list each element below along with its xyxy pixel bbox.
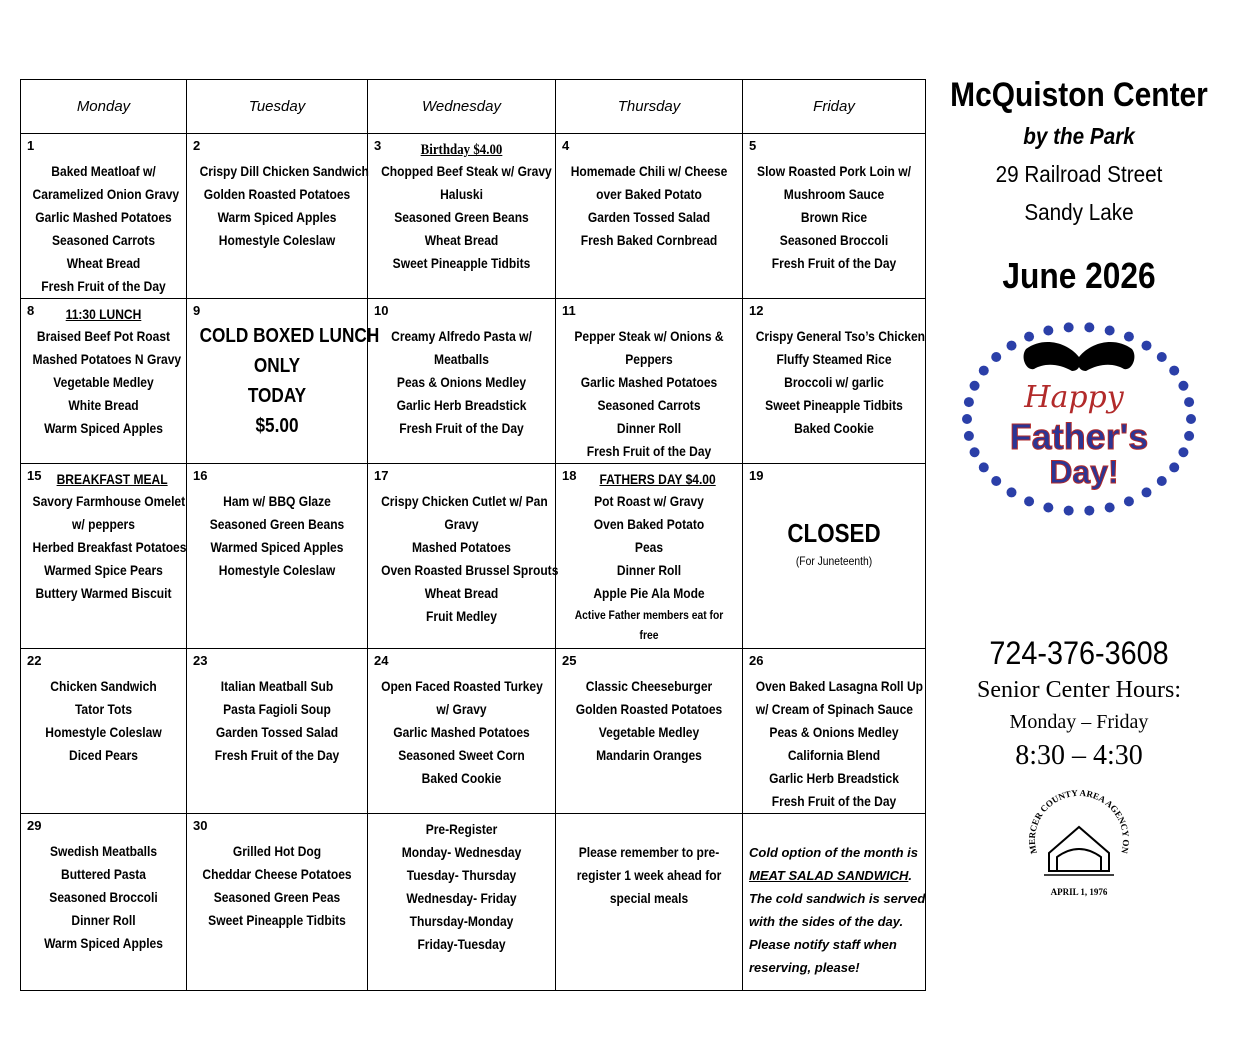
menu-item: Seasoned Broccoli <box>49 889 158 905</box>
day-cell <box>556 649 743 814</box>
day-cell <box>187 134 368 299</box>
badge-dot <box>1184 431 1194 441</box>
menu-item: Fresh Fruit of the Day <box>771 793 897 809</box>
header-tuesday: Tuesday <box>187 80 368 134</box>
menu-item: Fresh Fruit of the Day <box>41 278 166 294</box>
agency-seal-logo <box>1019 783 1139 903</box>
menu-item: Golden Roasted Potatoes <box>203 186 351 202</box>
menu-item: Seasoned Green Peas <box>213 889 341 905</box>
day-cell <box>21 134 187 299</box>
badge-dot <box>1043 326 1053 336</box>
badge-dot <box>1105 326 1115 336</box>
menu-item: Garden Tossed Salad <box>215 724 339 740</box>
menu-item: Garden Tossed Salad <box>587 209 711 225</box>
menu-item: Savory Farmhouse Omelet <box>32 493 186 509</box>
day-cell <box>743 299 926 464</box>
menu-item: Braised Beef Pot Roast <box>36 328 171 344</box>
badge-dot <box>1124 496 1134 506</box>
day-cell <box>368 649 556 814</box>
menu-item: Warmed Spiced Apples <box>210 539 344 555</box>
fathers-day-graphic <box>954 319 1204 519</box>
badge-dot <box>979 462 989 472</box>
day-number: 5 <box>749 138 757 153</box>
center-subtitle: by the Park <box>1023 123 1135 149</box>
menu-item: Warm Spiced Apples <box>44 935 163 951</box>
day-number: 17 <box>374 468 389 483</box>
badge-dot <box>1064 322 1074 332</box>
menu-item: Oven Baked Lasagna Roll Up <box>755 678 924 694</box>
preregister-line: Pre-Register <box>425 821 498 837</box>
phone-number: 724-376-3608 <box>989 635 1169 671</box>
badge-dot <box>962 414 972 424</box>
menu-item: Peas & Onions Medley <box>396 374 527 390</box>
agency-seal <box>1019 783 1139 903</box>
day-number: 11 <box>562 303 576 318</box>
menu-item: Gravy <box>444 516 479 532</box>
menu-item: Wheat Bread <box>424 585 499 601</box>
day-number: 2 <box>193 138 201 153</box>
reminder-line: special meals <box>609 890 689 906</box>
badge-dot <box>1141 487 1151 497</box>
badge-dot <box>1064 506 1074 516</box>
menu-item: Cheddar Cheese Potatoes <box>202 866 352 882</box>
menu-item: over Baked Potato <box>596 186 702 202</box>
menu-item: Sweet Pineapple Tidbits <box>208 912 346 928</box>
day-number: 16 <box>193 468 208 483</box>
menu-item: Fruit Medley <box>426 608 497 624</box>
cold-option-line: reserving, please! <box>749 960 860 975</box>
day-cell <box>187 814 368 991</box>
menu-item: Seasoned Sweet Corn <box>398 747 525 763</box>
announcement-line: COLD BOXED LUNCH <box>199 325 380 347</box>
day-number: 3 <box>374 138 382 153</box>
menu-item: Mashed Potatoes <box>411 539 512 555</box>
menu-item: Oven Roasted Brussel Sprouts <box>381 562 559 578</box>
day-cell <box>187 464 368 649</box>
menu-item: Seasoned Green Beans <box>394 209 529 225</box>
cold-option-cell <box>743 814 926 991</box>
menu-item: Pot Roast w/ Gravy <box>594 493 704 509</box>
badge-dot <box>1105 502 1115 512</box>
badge-dot <box>1007 341 1017 351</box>
menu-item: Grilled Hot Dog <box>232 843 322 859</box>
menu-item: Homestyle Coleslaw <box>45 724 162 740</box>
menu-item: Dinner Roll <box>616 562 682 578</box>
hours-time: 8:30 – 4:30 <box>1015 740 1143 771</box>
day-number: 29 <box>27 818 42 833</box>
menu-item: w/ peppers <box>72 516 135 532</box>
menu-item: Oven Baked Potato <box>593 516 705 532</box>
happy-text: Happy <box>1024 380 1124 415</box>
preregister-line: Monday- Wednesday <box>401 844 522 860</box>
menu-item: Seasoned Broccoli <box>779 232 889 248</box>
lunch-time-note: 11:30 LUNCH <box>65 306 142 322</box>
menu-item: Caramelized Onion Gravy <box>32 186 180 202</box>
badge-dot <box>1169 462 1179 472</box>
cold-option-line: The cold sandwich is served <box>749 891 926 906</box>
badge-dot <box>1178 447 1188 457</box>
day-number: 12 <box>749 303 764 318</box>
cold-option-line: Please notify staff when <box>749 937 897 952</box>
day-number: 22 <box>27 653 42 668</box>
menu-month: June 2026 <box>1002 255 1156 296</box>
day-number: 9 <box>193 303 201 318</box>
day-text: Day! <box>1049 454 1119 490</box>
menu-item: Crispy Dill Chicken Sandwich <box>199 163 369 179</box>
badge-dot <box>1178 381 1188 391</box>
reminder-cell <box>556 814 743 991</box>
menu-item: w/ Gravy <box>436 701 487 717</box>
menu-item: Peas <box>634 539 664 555</box>
menu-item: Creamy Alfredo Pasta w/ <box>391 328 532 344</box>
badge-dot <box>1157 476 1167 486</box>
menu-item: Mashed Potatoes N Gravy <box>32 351 182 367</box>
menu-item: Swedish Meatballs <box>49 843 158 859</box>
day-number: 4 <box>562 138 570 153</box>
menu-item: Vegetable Medley <box>598 724 700 740</box>
badge-dot <box>1141 341 1151 351</box>
menu-item: Tator Tots <box>74 701 133 717</box>
day-cell <box>21 814 187 991</box>
day-cell <box>368 299 556 464</box>
menu-item: w/ Cream of Spinach Sauce <box>755 701 913 717</box>
menu-item: Pepper Steak w/ Onions & <box>574 328 724 344</box>
menu-item: Vegetable Medley <box>53 374 154 390</box>
badge-dot <box>964 397 974 407</box>
menu-item: Fresh Baked Cornbread <box>580 232 718 248</box>
closed-reason: (For Juneteenth) <box>795 554 873 568</box>
header-thursday: Thursday <box>556 80 743 134</box>
menu-item: Apple Pie Ala Mode <box>593 585 705 601</box>
menu-item: Meatballs <box>434 351 489 367</box>
reminder-line: Please remember to pre- <box>578 844 720 860</box>
town-name: Sandy Lake <box>1024 199 1134 225</box>
day-cell <box>556 299 743 464</box>
preregister-line: Friday-Tuesday <box>417 936 506 952</box>
menu-item: Mushroom Sauce <box>783 186 885 202</box>
menu-item: Buttered Pasta <box>61 866 146 882</box>
menu-item: Slow Roasted Pork Loin w/ <box>757 163 911 179</box>
badge-dot <box>1024 496 1034 506</box>
badge-dot <box>979 366 989 376</box>
menu-item: Baked Cookie <box>421 770 502 786</box>
birthday-note: Birthday $4.00 <box>420 142 503 158</box>
svg-text:APRIL 1, 1976: APRIL 1, 1976 <box>1050 887 1108 897</box>
center-info-panel <box>925 70 1233 903</box>
day-cell <box>21 649 187 814</box>
day-cell <box>21 464 187 649</box>
day-cell <box>743 649 926 814</box>
menu-item: Fresh Fruit of the Day <box>214 747 340 763</box>
menu-item: Homestyle Coleslaw <box>218 232 336 248</box>
menu-item: Crispy General Tso’s Chicken <box>755 328 926 344</box>
menu-item: Fresh Fruit of the Day <box>586 443 712 459</box>
badge-dot <box>1024 332 1034 342</box>
badge-dot <box>970 381 980 391</box>
preregister-line: Wednesday- Friday <box>406 890 517 906</box>
menu-item: Sweet Pineapple Tidbits <box>765 397 903 413</box>
menu-item: Chopped Beef Steak w/ Gravy <box>381 163 552 179</box>
menu-item: Herbed Breakfast Potatoes <box>32 539 187 555</box>
day-number: 23 <box>193 653 208 668</box>
announcement-line: ONLY <box>253 355 301 377</box>
menu-item: Sweet Pineapple Tidbits <box>392 255 531 271</box>
fathers-note: Active Father members eat for <box>574 608 724 622</box>
menu-item: Fresh Fruit of the Day <box>771 255 897 271</box>
badge-dot <box>1124 332 1134 342</box>
menu-item: Crispy Chicken Cutlet w/ Pan <box>381 493 548 509</box>
menu-item: Dinner Roll <box>71 912 136 928</box>
menu-item: Mandarin Oranges <box>596 747 702 763</box>
street-address: 29 Railroad Street <box>995 161 1163 187</box>
day-number: 19 <box>749 468 764 483</box>
badge-dot <box>1084 506 1094 516</box>
menu-item: Warmed Spice Pears <box>44 562 163 578</box>
day-number: 10 <box>374 303 389 318</box>
day-cell <box>368 134 556 299</box>
day-cell <box>743 464 926 649</box>
menu-item: Pasta Fagioli Soup <box>223 701 331 717</box>
menu-item: Baked Cookie <box>794 420 874 436</box>
fathers-day-badge <box>954 319 1204 519</box>
menu-calendar <box>20 79 925 983</box>
day-number: 24 <box>374 653 389 668</box>
menu-item: Fluffy Steamed Rice <box>776 351 892 367</box>
menu-item: Fresh Fruit of the Day <box>399 420 524 436</box>
breakfast-note: BREAKFAST MEAL <box>56 471 168 487</box>
menu-item: Peppers <box>625 351 673 367</box>
cold-option-period: . <box>908 868 912 883</box>
header-friday: Friday <box>743 80 926 134</box>
menu-item: Peas & Onions Medley <box>769 724 899 740</box>
center-name: McQuiston Center <box>950 76 1208 114</box>
day-number: 1 <box>27 138 35 153</box>
menu-item: Garlic Mashed Potatoes <box>393 724 530 740</box>
cold-option-line: Cold option of the month is <box>749 845 918 860</box>
menu-item: Italian Meatball Sub <box>220 678 334 694</box>
menu-item: Wheat Bread <box>66 255 141 271</box>
menu-item: Golden Roasted Potatoes <box>575 701 723 717</box>
day-cell <box>556 134 743 299</box>
hours-label: Senior Center Hours: <box>977 677 1181 703</box>
hours-days: Monday – Friday <box>1009 711 1149 733</box>
day-cell <box>368 464 559 649</box>
badge-dot <box>1084 322 1094 332</box>
header-monday: Monday <box>21 80 187 134</box>
menu-item: California Blend <box>787 747 881 763</box>
menu-item: Ham w/ BBQ Glaze <box>223 493 331 509</box>
day-number: 15 <box>27 468 42 483</box>
day-number: 18 <box>562 468 577 483</box>
menu-item: Seasoned Carrots <box>51 232 156 248</box>
badge-dot <box>1007 487 1017 497</box>
preregister-line: Thursday-Monday <box>409 913 514 929</box>
announcement-line: TODAY <box>247 385 307 407</box>
svg-text:MERCER COUNTY AREA AGENCY ON A: MERCER COUNTY AREA AGENCY ON <box>1026 787 1132 855</box>
day-cell <box>556 464 743 649</box>
menu-item: Diced Pears <box>69 747 138 763</box>
badge-dot <box>1157 352 1167 362</box>
menu-item: Dinner Roll <box>616 420 682 436</box>
menu-item: Warm Spiced Apples <box>44 420 163 436</box>
day-cell <box>187 649 368 814</box>
menu-item: Garlic Mashed Potatoes <box>580 374 718 390</box>
day-number: 26 <box>749 653 764 668</box>
menu-item: Wheat Bread <box>424 232 499 248</box>
menu-item: Homestyle Coleslaw <box>218 562 336 578</box>
menu-item: Open Faced Roasted Turkey <box>381 678 543 694</box>
badge-dot <box>1169 366 1179 376</box>
menu-item: White Bread <box>68 397 139 413</box>
menu-item: Haluski <box>440 186 483 202</box>
menu-item: Garlic Herb Breadstick <box>396 397 527 413</box>
day-number: 8 <box>27 303 35 318</box>
badge-dot <box>1043 502 1053 512</box>
badge-dot <box>1186 414 1196 424</box>
menu-item: Seasoned Carrots <box>597 397 701 413</box>
mustache-icon <box>1024 342 1135 371</box>
preregister-cell <box>368 814 556 991</box>
day-number: 30 <box>193 818 208 833</box>
menu-item: Chicken Sandwich <box>50 678 157 694</box>
menu-item: Baked Meatloaf w/ <box>51 163 156 179</box>
badge-dot <box>1184 397 1194 407</box>
cold-option-line: with the sides of the day. <box>749 914 904 929</box>
badge-dot <box>970 447 980 457</box>
reminder-line: register 1 week ahead for <box>576 867 722 883</box>
menu-item: Warm Spiced Apples <box>217 209 337 225</box>
day-number: 25 <box>562 653 577 668</box>
menu-item: Seasoned Green Beans <box>209 516 345 532</box>
menu-item: Classic Cheeseburger <box>585 678 713 694</box>
badge-dot <box>991 476 1001 486</box>
fathers-day-note: FATHERS DAY $4.00 <box>599 471 716 487</box>
menu-item: Broccoli w/ garlic <box>784 374 884 390</box>
fathers-text: Father's <box>1009 416 1149 457</box>
day-cell <box>187 299 380 464</box>
badge-dot <box>991 352 1001 362</box>
closed-label: CLOSED <box>787 518 881 548</box>
menu-item: Garlic Mashed Potatoes <box>35 209 172 225</box>
preregister-line: Tuesday- Thursday <box>406 867 517 883</box>
header-wednesday: Wednesday <box>368 80 556 134</box>
day-cell <box>21 299 187 464</box>
menu-item: Homemade Chili w/ Cheese <box>570 163 728 179</box>
menu-item: Brown Rice <box>800 209 868 225</box>
fathers-note: free <box>639 628 659 642</box>
cold-option-sandwich: MEAT SALAD SANDWICH <box>749 868 909 883</box>
menu-item: Buttery Warmed Biscuit <box>35 585 172 601</box>
announcement-line: $5.00 <box>255 415 299 437</box>
menu-item: Garlic Herb Breadstick <box>769 770 899 786</box>
day-cell <box>743 134 926 299</box>
badge-dot <box>964 431 974 441</box>
